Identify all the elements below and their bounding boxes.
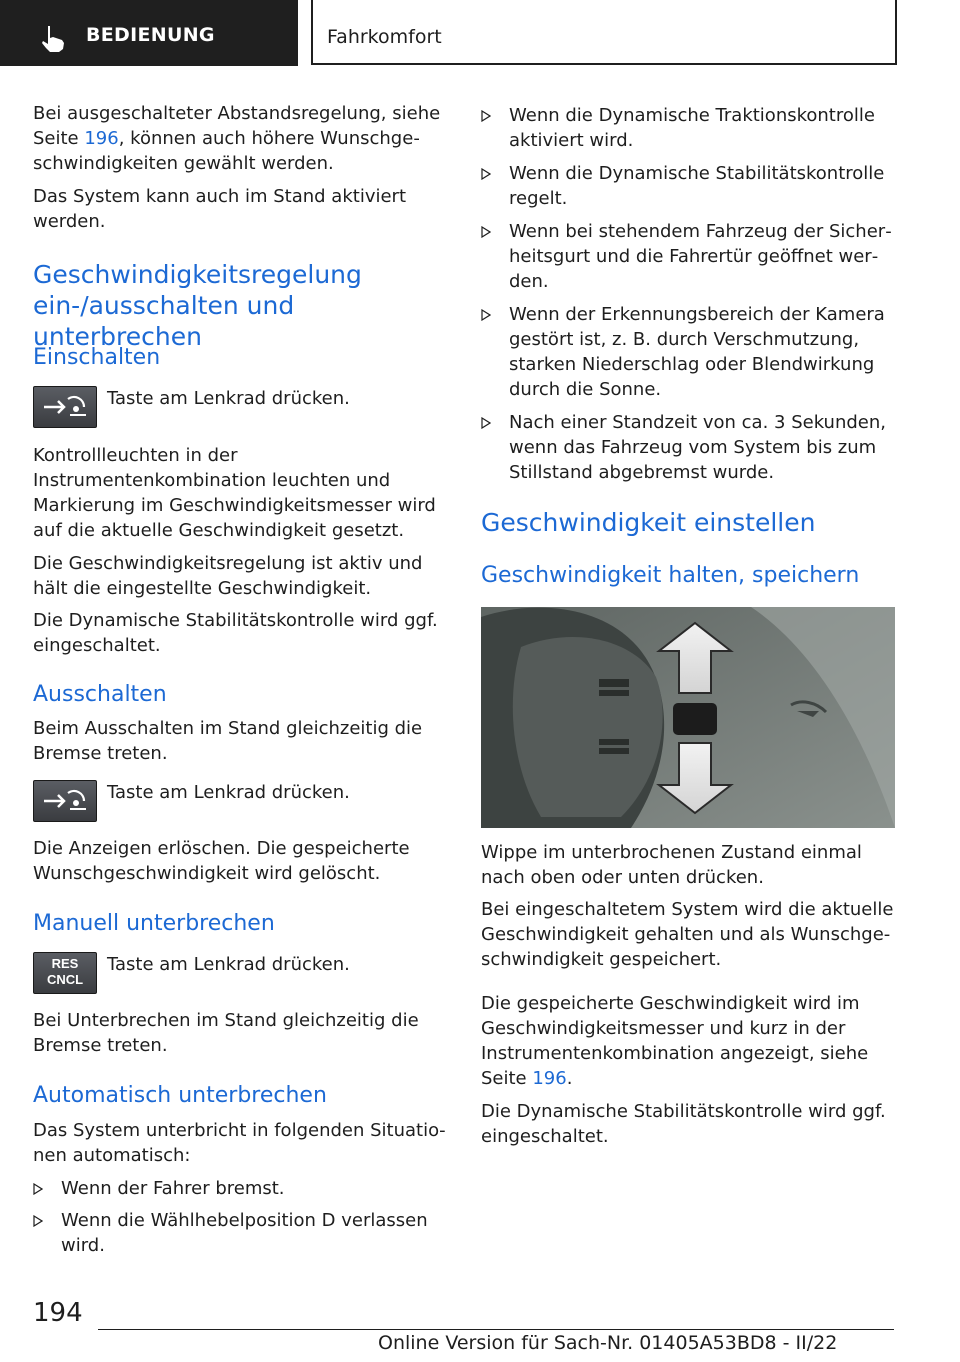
auto-interrupt-list-continued [481, 103, 895, 485]
list-item: Wenn bei stehendem Fahrzeug der Sicherheitsgurt und die Fahrertür geöffnet werden. [481, 219, 895, 294]
page-number: 194 [33, 1298, 83, 1328]
triangle-bullet-icon [33, 1183, 43, 1195]
footer-text: Online Version für Sach-Nr. 01405A53BD8 - II/22 [378, 1332, 838, 1354]
triangle-bullet-icon [481, 309, 491, 321]
chapter-tab [0, 0, 298, 66]
subheading-ausschalten: Ausschalten [33, 682, 167, 707]
subheading-halten: Geschwindigkeit halten, speichern [481, 563, 860, 588]
list-item: Wenn die Wählhebelposition D verlassen wird. [33, 1208, 448, 1258]
hand-icon [36, 24, 70, 54]
triangle-bullet-icon [481, 168, 491, 180]
key-row-ausschalten [33, 780, 448, 824]
triangle-bullet-icon [481, 417, 491, 429]
section-heading-toggle: Geschwindigkeitsregelung ein-/ausschalten und unterbrechen [33, 260, 362, 351]
list-item: Wenn die Dynamische Traktionskontrolle aktiviert wird. [481, 103, 895, 153]
einschalten-paragraph-1: Kontrollleuchten in der Instrumentenkombination leuchten und Markierung im Geschwindigkeitsmesser wird auf die aktuelle Geschwindigkeit gesetzt. [33, 445, 436, 541]
key-row-manuell [33, 952, 448, 996]
ausschalten-paragraph-2: Die Anzeigen erlöschen. Die gespeicherte Wunschgeschwindigkeit wird gelöscht. [33, 838, 410, 884]
subheading-manuell: Manuell unterbrechen [33, 911, 275, 936]
list-item: Wenn der Erkennungsbereich der Kamera gestört ist, z. B. durch Verschmutzung, starken Niederschlag oder Blendwirkung durch die Sonne. [481, 302, 895, 402]
halten-paragraph-1: Wippe im unterbrochenen Zustand einmal nach oben oder unten drücken. [481, 842, 862, 888]
einschalten-paragraph-2: Die Geschwindigkeitsregelung ist aktiv und hält die eingestellte Geschwindigkeit. [33, 553, 423, 599]
section-title: Fahrkomfort [327, 26, 442, 48]
subheading-automatisch: Automatisch unterbrechen [33, 1083, 327, 1108]
cruise-control-button-icon [33, 386, 97, 428]
triangle-bullet-icon [33, 1215, 43, 1227]
halten-paragraph-3: Die gespeicherte Geschwindigkeit wird im Geschwindigkeitsmesser und kurz in der Instrumentenkombination angezeigt, siehe Seite 196. [481, 993, 869, 1089]
page-reference-link[interactable]: 196 [84, 128, 119, 149]
key-instruction: Taste am Lenkrad drücken. [107, 954, 350, 975]
ausschalten-paragraph-1: Beim Ausschalten im Stand gleichzeitig die Bremse treten. [33, 718, 423, 764]
auto-interrupt-list [33, 1176, 448, 1258]
manuell-paragraph: Bei Unterbrechen im Stand gleichzeitig die Bremse treten. [33, 1010, 419, 1056]
automatisch-paragraph: Das System unterbricht in folgenden Situationen automatisch: [33, 1120, 446, 1166]
standby-paragraph: Das System kann auch im Stand aktiviert werden. [33, 186, 406, 232]
intro-paragraph: Bei ausgeschalteter Abstandsregelung, siehe Seite 196, können auch höhere Wunschgeschwindigkeiten gewählt werden. [33, 103, 441, 174]
list-item: Wenn der Fahrer bremst. [33, 1176, 448, 1201]
chapter-title: BEDIENUNG [86, 24, 215, 46]
list-item: Nach einer Standzeit von ca. 3 Sekunden, wenn das Fahrzeug vom System bis zum Stillstand abgebremst wurde. [481, 410, 895, 485]
cruise-control-button-icon [33, 780, 97, 822]
res-cncl-button-icon: RES CNCL [33, 952, 97, 994]
page-reference-link[interactable]: 196 [532, 1068, 567, 1089]
footer-divider [98, 1329, 894, 1330]
triangle-bullet-icon [481, 226, 491, 238]
halten-paragraph-2: Bei eingeschaltetem System wird die aktuelle Geschwindigkeit gehalten und als Wunschgeschwindigkeit gespeichert. [481, 899, 894, 970]
subheading-einschalten: Einschalten [33, 345, 161, 370]
list-item: Wenn die Dynamische Stabilitätskontrolle regelt. [481, 161, 895, 211]
section-heading-einstellen: Geschwindigkeit einstellen [481, 508, 816, 537]
key-row-einschalten [33, 386, 448, 430]
halten-paragraph-4: Die Dynamische Stabilitätskontrolle wird ggf. eingeschaltet. [481, 1101, 886, 1147]
section-header [311, 0, 897, 65]
steering-wheel-photo [481, 607, 895, 828]
einschalten-paragraph-3: Die Dynamische Stabilitätskontrolle wird ggf. eingeschaltet. [33, 610, 438, 656]
key-instruction: Taste am Lenkrad drücken. [107, 388, 350, 409]
key-instruction: Taste am Lenkrad drücken. [107, 782, 350, 803]
triangle-bullet-icon [481, 110, 491, 122]
